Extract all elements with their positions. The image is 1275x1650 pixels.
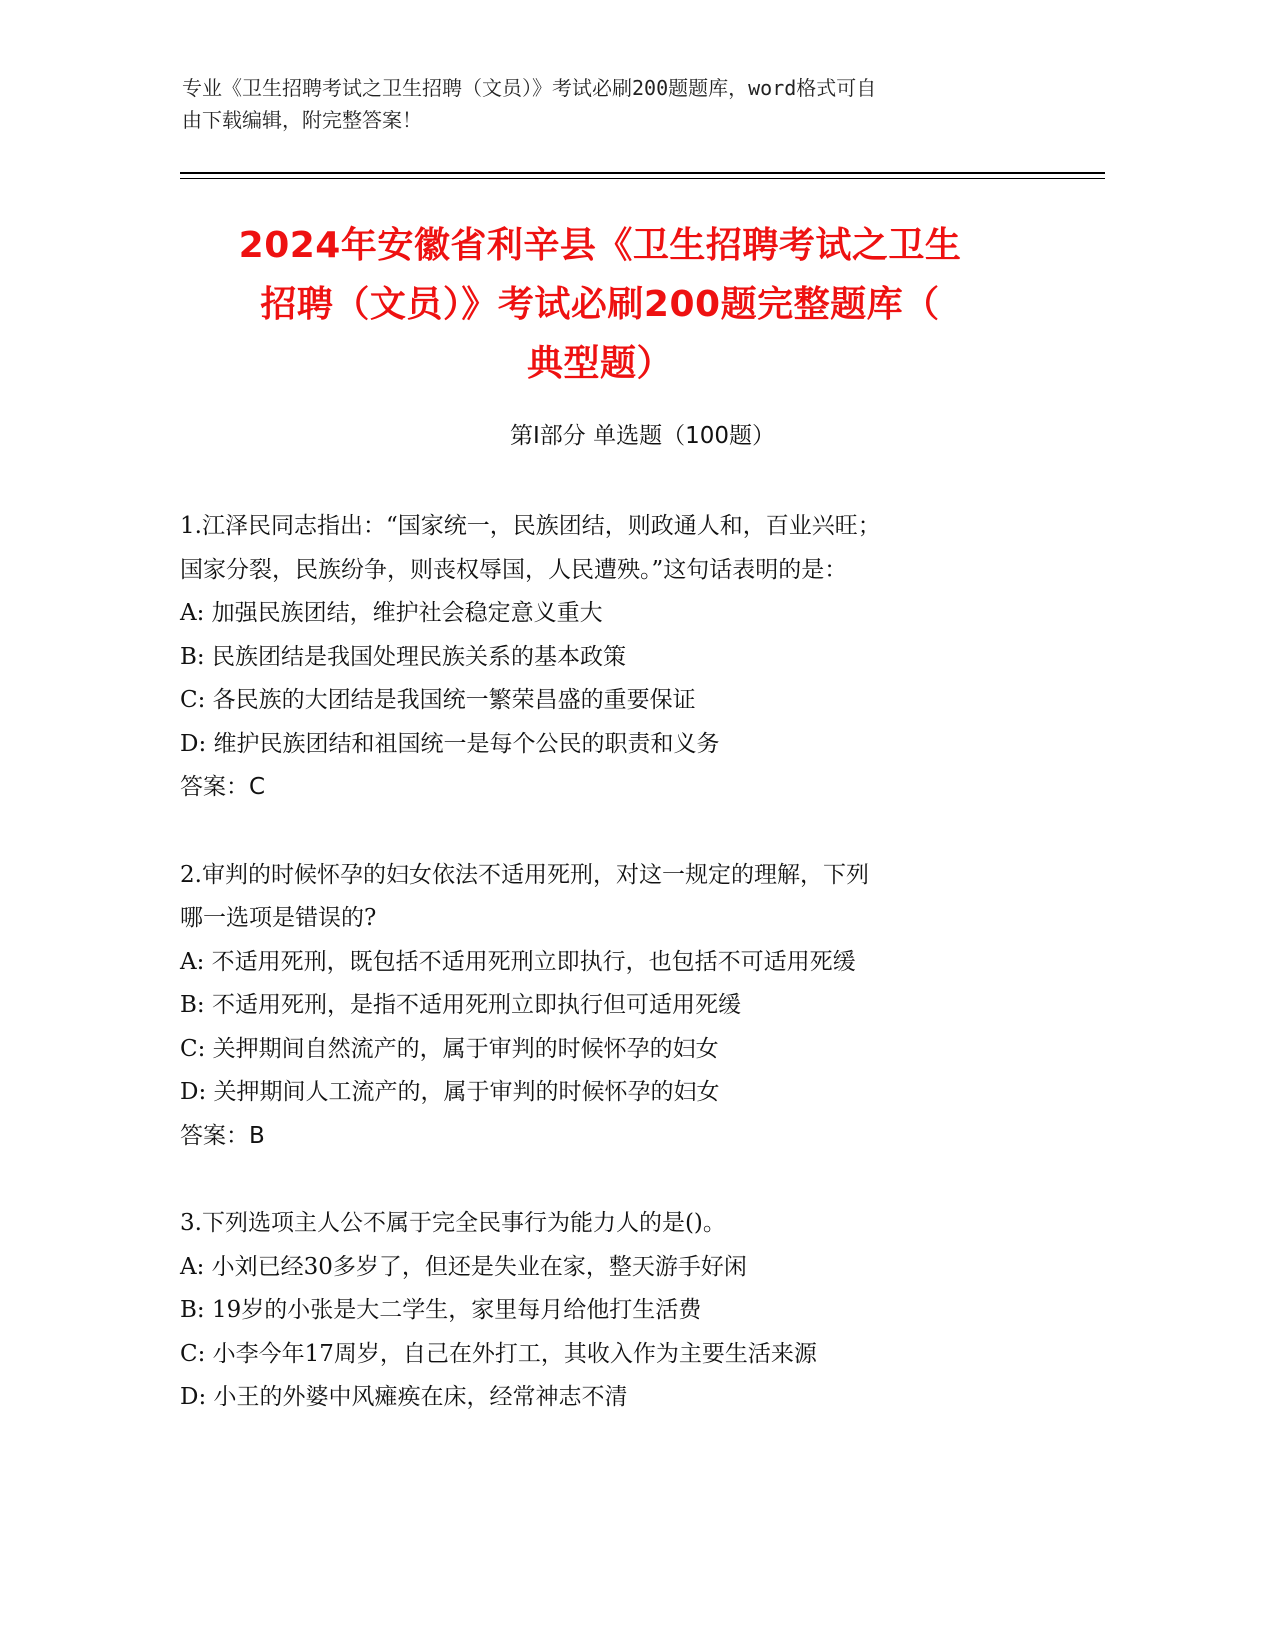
document-title xyxy=(170,216,1030,393)
question-1-option-d: D: 维护民族团结和祖国统一是每个公民的职责和义务 xyxy=(180,730,720,757)
question-3-option-c: C: 小李今年17周岁，自己在外打工，其收入作为主要生活来源 xyxy=(180,1340,817,1367)
section-title: 第Ⅰ部分 单选题（100题） xyxy=(510,423,775,449)
question-1 xyxy=(180,505,1050,810)
question-2 xyxy=(180,854,1050,1159)
question-spacer xyxy=(180,810,1050,854)
question-1-option-c: C: 各民族的大团结是我国统一繁荣昌盛的重要保证 xyxy=(180,687,696,713)
question-2-option-d: D: 关押期间人工流产的，属于审判的时候怀孕的妇女 xyxy=(180,1079,720,1105)
header-note-line-2: 由下载编辑，附完整答案！ xyxy=(182,108,422,132)
document-title-line-2: 招聘（文员）》考试必刷200题完整题库（ xyxy=(260,284,940,325)
question-3-option-a: A: 小刘已经30多岁了，但还是失业在家，整天游手好闲 xyxy=(180,1253,747,1280)
question-3-option-b: B: 19岁的小张是大二学生，家里每月给他打生活费 xyxy=(180,1297,702,1323)
question-1-option-a: A: 加强民族团结，维护社会稳定意义重大 xyxy=(180,600,603,626)
question-2-answer: 答案：B xyxy=(180,1122,265,1149)
question-3-stem-line-1: 3.下列选项主人公不属于完全民事行为能力人的是()。 xyxy=(180,1210,726,1236)
question-2-option-b: B: 不适用死刑，是指不适用死刑立即执行但可适用死缓 xyxy=(180,992,741,1018)
header-note-line-1: 专业《卫生招聘考试之卫生招聘（文员）》考试必刷200题题库，word格式可自 xyxy=(182,76,877,100)
question-2-option-c: C: 关押期间自然流产的，属于审判的时候怀孕的妇女 xyxy=(180,1035,719,1062)
question-2-option-a: A: 不适用死刑，既包括不适用死刑立即执行，也包括不可适用死缓 xyxy=(180,948,856,975)
question-1-stem-line-2: 国家分裂，民族纷争，则丧权辱国，人民遭殃。”这句话表明的是： xyxy=(180,556,848,583)
question-2-stem-line-2: 哪一选项是错误的? xyxy=(180,905,377,931)
question-list xyxy=(180,505,1050,1420)
question-3 xyxy=(180,1202,1050,1420)
question-spacer xyxy=(180,1158,1050,1202)
question-1-option-b: B: 民族团结是我国处理民族关系的基本政策 xyxy=(180,643,626,670)
document-title-line-1: 2024年安徽省利辛县《卫生招聘考试之卫生 xyxy=(238,225,962,266)
header-rule-thin xyxy=(180,178,1105,179)
header-rule-thick xyxy=(180,172,1105,174)
question-3-option-d: D: 小王的外婆中风瘫痪在床，经常神志不清 xyxy=(180,1384,628,1410)
document-title-line-3: 典型题） xyxy=(526,343,673,384)
header-note xyxy=(182,72,1062,136)
question-1-stem-line-1: 1.江泽民同志指出：“国家统一，民族团结，则政通人和，百业兴旺； xyxy=(180,513,881,539)
question-1-answer: 答案：C xyxy=(180,774,266,800)
question-2-stem-line-1: 2.审判的时候怀孕的妇女依法不适用死刑，对这一规定的理解，下列 xyxy=(180,861,869,888)
